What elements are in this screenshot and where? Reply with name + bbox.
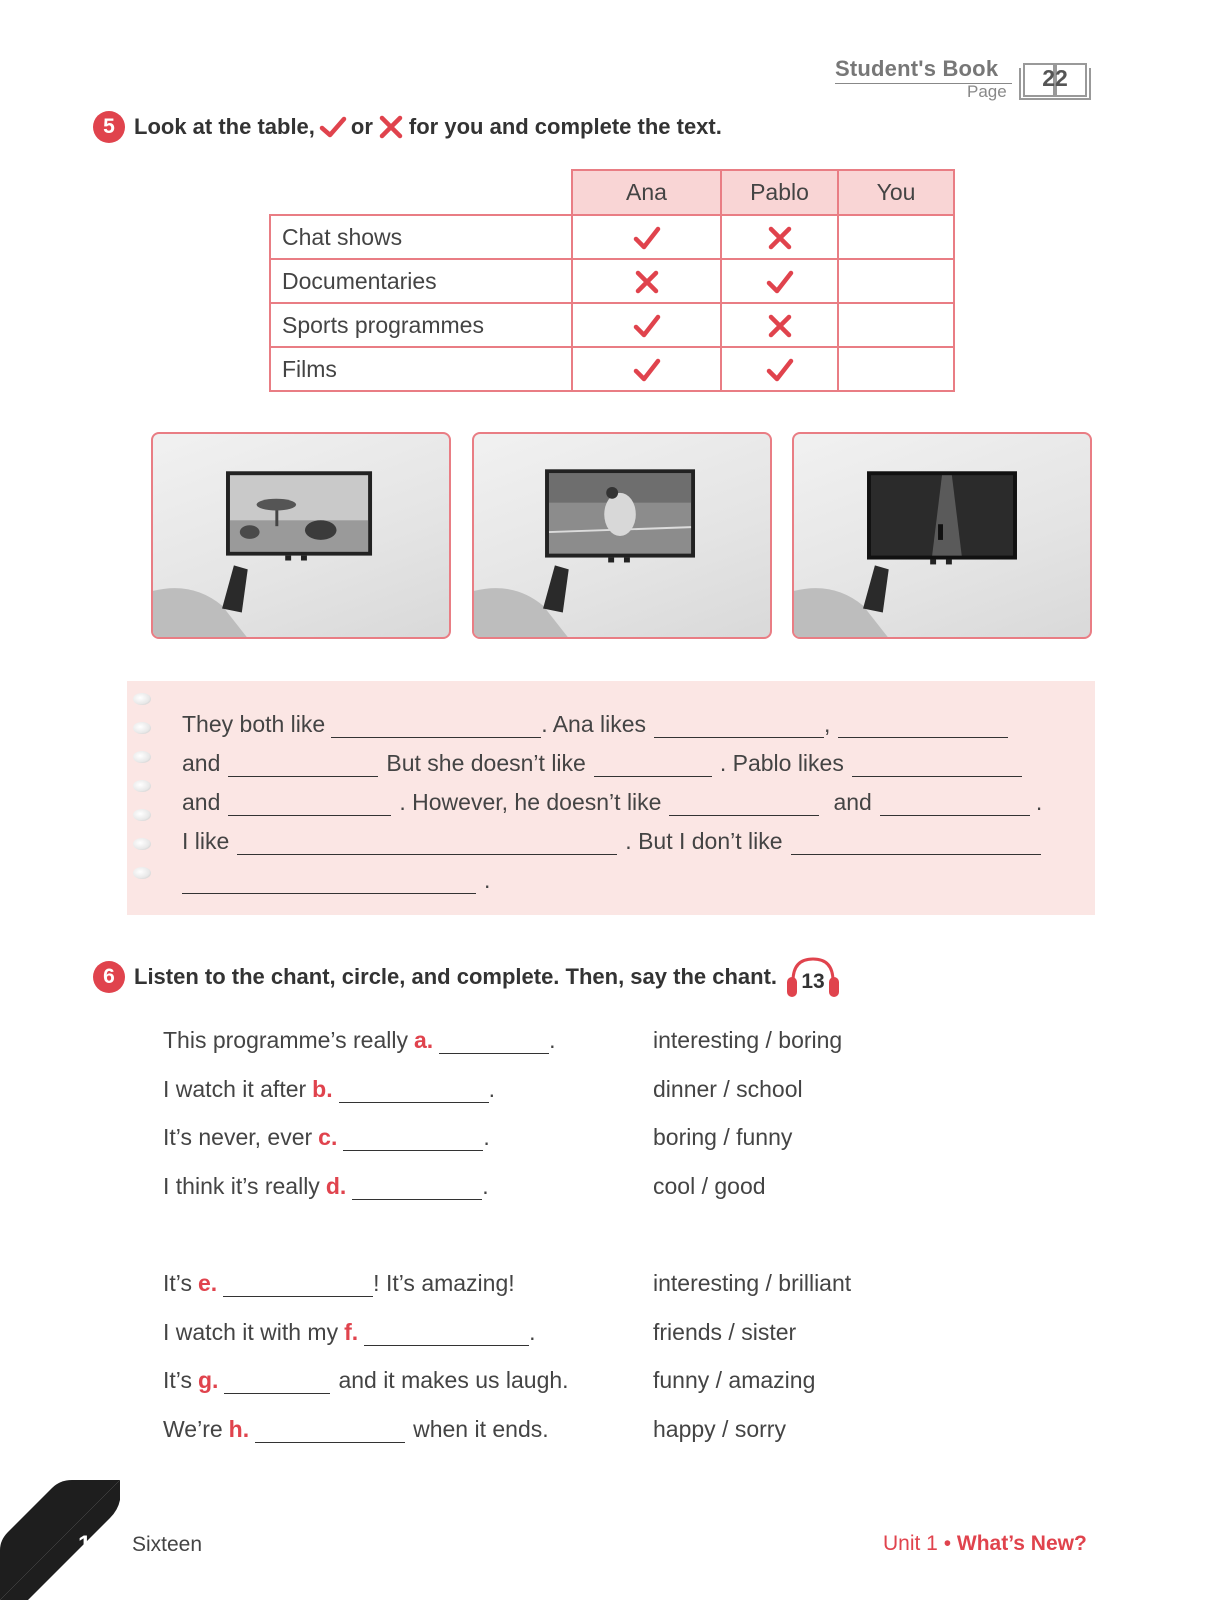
ana-cell	[572, 347, 721, 391]
chant-text: It’s never, ever	[163, 1124, 313, 1150]
spiral-ring	[133, 780, 151, 792]
notebook-textbox	[127, 681, 1095, 915]
item-letter: h.	[228, 1416, 250, 1442]
answer-blank[interactable]	[224, 1372, 330, 1394]
instruction-text: Look at the table,	[134, 114, 315, 139]
table-header-row	[270, 170, 954, 215]
bullet: •	[943, 1532, 952, 1555]
students-book-reference	[835, 56, 1095, 104]
chant-text: and it makes us laugh.	[338, 1367, 569, 1393]
row-label: Sports programmes	[270, 303, 572, 347]
text-line-3	[182, 789, 1042, 816]
column-header: Ana	[572, 170, 721, 215]
chant-line	[163, 1367, 569, 1394]
chant-text: It’s	[163, 1270, 192, 1296]
unit-label	[883, 1532, 1087, 1556]
text-fragment: and	[182, 750, 221, 776]
photo-tv-sports	[472, 432, 772, 639]
item-letter: f.	[344, 1319, 359, 1345]
text-line-1	[182, 711, 1008, 738]
chant-text: .	[529, 1319, 536, 1345]
pablo-cell	[721, 303, 838, 347]
word-options[interactable]: dinner / school	[653, 1076, 803, 1102]
ana-cell	[572, 303, 721, 347]
chant-text: .	[488, 1076, 496, 1102]
students-book-label: Student's Book	[835, 56, 999, 81]
answer-blank[interactable]	[228, 794, 391, 816]
column-header: Pablo	[721, 170, 838, 215]
row-label: Chat shows	[270, 215, 572, 259]
answer-blank[interactable]	[838, 716, 1008, 738]
text-fragment: They both like	[182, 711, 326, 737]
chant-line	[163, 1076, 495, 1103]
text-fragment: . Ana likes	[541, 711, 647, 737]
photo-tv-film	[792, 432, 1092, 639]
you-cell[interactable]	[838, 303, 954, 347]
item-letter: d.	[325, 1173, 347, 1199]
instruction-or: or	[350, 114, 373, 139]
text-fragment: But she doesn’t like	[386, 750, 586, 776]
answer-blank[interactable]	[237, 833, 617, 855]
cross-icon	[633, 269, 661, 295]
preferences-table	[269, 169, 955, 392]
you-cell[interactable]	[838, 215, 954, 259]
chant-text: .	[483, 1124, 490, 1150]
answer-blank[interactable]	[255, 1421, 405, 1443]
exercise-5-heading	[93, 111, 722, 143]
audio-track-badge[interactable]	[783, 953, 843, 1001]
unit-number: Unit 1	[883, 1532, 938, 1555]
cross-icon	[377, 115, 405, 139]
table-row	[270, 347, 954, 391]
word-options[interactable]: cool / good	[653, 1173, 766, 1199]
word-options[interactable]: interesting / boring	[653, 1027, 843, 1053]
check-icon	[633, 357, 661, 383]
chant-text: ! It’s amazing!	[373, 1270, 515, 1296]
page-number: 16	[78, 1531, 105, 1558]
word-options[interactable]: interesting / brilliant	[653, 1270, 852, 1296]
cross-icon	[766, 225, 794, 251]
pablo-cell	[721, 347, 838, 391]
word-options[interactable]: boring / funny	[653, 1124, 793, 1150]
text-fragment: and	[833, 789, 872, 815]
cross-icon	[766, 313, 794, 339]
text-fragment: .	[1035, 789, 1043, 815]
column-header: You	[838, 170, 954, 215]
item-letter: a.	[413, 1027, 434, 1053]
chant-text: I think it’s really	[163, 1173, 320, 1199]
check-icon	[766, 269, 794, 295]
word-options[interactable]: funny / amazing	[653, 1367, 816, 1393]
table-row	[270, 259, 954, 303]
you-cell[interactable]	[838, 347, 954, 391]
chant-line	[163, 1027, 556, 1054]
exercise-number: 6	[93, 961, 125, 993]
chant-text: .	[549, 1027, 556, 1053]
answer-blank[interactable]	[182, 872, 476, 894]
ana-cell	[572, 215, 721, 259]
answer-blank[interactable]	[331, 716, 541, 738]
spiral-ring	[133, 751, 151, 763]
answer-blank[interactable]	[880, 794, 1030, 816]
check-icon	[633, 225, 661, 251]
chant-line	[163, 1173, 489, 1200]
chant-text: .	[482, 1173, 489, 1199]
text-line-2	[182, 750, 1022, 777]
answer-blank[interactable]	[228, 755, 378, 777]
exercise-number: 5	[93, 111, 125, 143]
pablo-cell	[721, 215, 838, 259]
text-fragment: and	[182, 789, 221, 815]
text-fragment: . But I don’t like	[625, 828, 783, 854]
answer-blank[interactable]	[223, 1275, 373, 1297]
unit-title: What’s New?	[956, 1532, 1087, 1555]
instruction-text: Listen to the chant, circle, and complete. Then, say the chant.	[134, 964, 778, 989]
answer-blank[interactable]	[364, 1324, 529, 1346]
answer-blank[interactable]	[669, 794, 819, 816]
text-line-5	[182, 867, 490, 894]
table-row	[270, 215, 954, 259]
item-letter: e.	[197, 1270, 218, 1296]
check-icon	[766, 357, 794, 383]
row-label: Films	[270, 347, 572, 391]
answer-blank[interactable]	[343, 1129, 483, 1151]
answer-blank[interactable]	[352, 1178, 482, 1200]
item-letter: b.	[312, 1076, 333, 1102]
chant-text: It’s	[163, 1367, 192, 1393]
row-label: Documentaries	[270, 259, 572, 303]
text-line-4	[182, 828, 1041, 855]
page-corner-tab	[0, 1480, 140, 1600]
chant-line	[163, 1270, 515, 1297]
spiral-ring	[133, 809, 151, 821]
chant-text: I watch it with my	[163, 1319, 339, 1345]
text-fragment: . Pablo likes	[719, 750, 844, 776]
chant-line	[163, 1319, 536, 1346]
instruction-text: for you and complete the text.	[408, 114, 722, 139]
answer-blank[interactable]	[339, 1081, 489, 1103]
answer-blank[interactable]	[852, 755, 1022, 777]
word-options[interactable]: happy / sorry	[653, 1416, 786, 1442]
page-number-word: Sixteen	[132, 1533, 203, 1556]
answer-blank[interactable]	[439, 1032, 549, 1054]
text-fragment: ,	[824, 711, 831, 737]
answer-blank[interactable]	[594, 755, 712, 777]
chant-text: I watch it after	[163, 1076, 307, 1102]
answer-blank[interactable]	[791, 833, 1041, 855]
item-letter: c.	[318, 1124, 338, 1150]
spiral-ring	[133, 867, 151, 879]
page-reference-number: 22	[1042, 65, 1068, 91]
page-label: Page	[967, 82, 1007, 101]
check-icon	[633, 313, 661, 339]
word-options[interactable]: friends / sister	[653, 1319, 797, 1345]
pablo-cell	[721, 259, 838, 303]
chant-text: This programme’s really	[163, 1027, 408, 1053]
chant-text: We’re	[163, 1416, 223, 1442]
check-icon	[319, 115, 347, 139]
you-cell[interactable]	[838, 259, 954, 303]
chant-line	[163, 1416, 549, 1443]
chant-text: when it ends.	[413, 1416, 549, 1442]
chant-line	[163, 1124, 490, 1151]
spiral-ring	[133, 722, 151, 734]
photo-tv-documentary	[151, 432, 451, 639]
text-fragment: .	[484, 867, 491, 893]
spiral-ring	[133, 838, 151, 850]
item-letter: g.	[197, 1367, 219, 1393]
table-row	[270, 303, 954, 347]
ana-cell	[572, 259, 721, 303]
text-fragment: I like	[182, 828, 230, 854]
exercise-6-heading	[93, 953, 843, 1001]
track-number: 13	[801, 970, 825, 993]
answer-blank[interactable]	[654, 716, 824, 738]
text-fragment: . However, he doesn’t like	[399, 789, 662, 815]
spiral-ring	[133, 693, 151, 705]
